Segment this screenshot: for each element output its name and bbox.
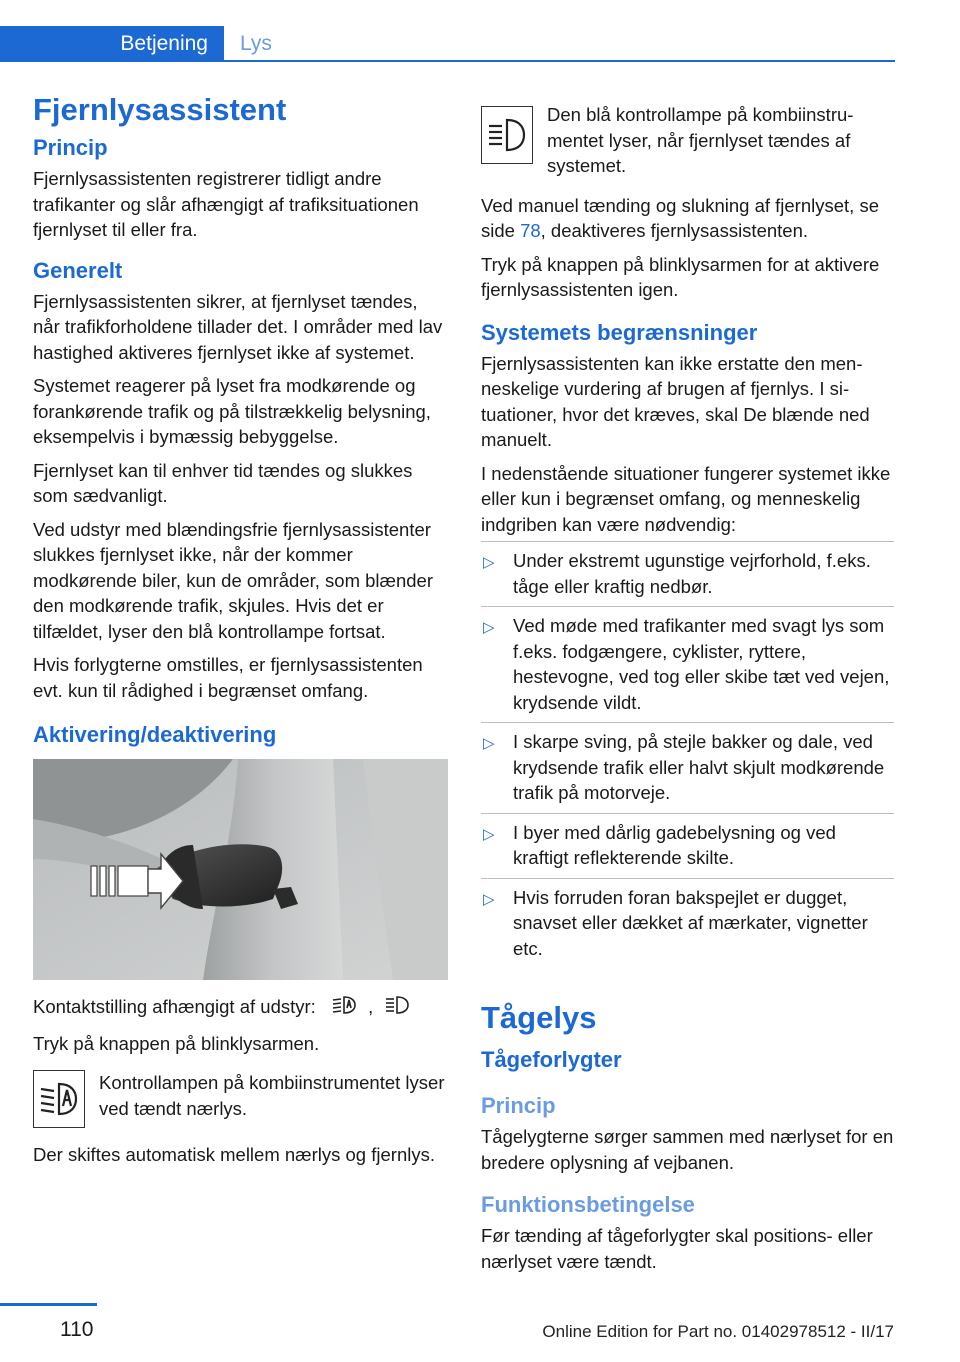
high-beam-assistant-indicator-icon [481,106,533,164]
fog-lamps-subtitle: Tågeforlygter [481,1047,622,1072]
fog-principle-text: Tågelygterne sørger sammen med nærlyset for en bredere oplysning af vejbanen. [481,1126,894,1173]
auto-switch-text: Der skiftes automatisk mellem nærlys og fjernlys. [33,1144,435,1165]
bullet-triangle-icon: ▷ [483,735,495,752]
section-title: Fjernlysassistent [33,92,287,127]
fog-condition-heading: Funktionsbetingelse [481,1192,695,1217]
turn-signal-stalk-illustration [33,759,448,980]
limits-text: Fjernlysassistenten kan ikke erstatte den menneskelige vurdering af brugen af fjernlys. I situationer, hvor det kræves, skal De blænde ned manuelt. [481,352,870,450]
general-heading: Generelt [33,257,123,283]
tab-lys[interactable]: Lys [240,32,272,55]
low-beam-indicator-text: Kontrollampen på kombiinstrumentet lyser ved tændt nærlys. [99,1072,445,1119]
activation-heading: Aktivering/deaktivering [33,722,277,747]
high-beam-assistant-icon [384,994,410,1023]
high-beam-indicator-row [481,106,894,179]
left-column [33,90,448,1176]
tab-betjening[interactable]: Betjening [0,26,224,62]
general-paragraph: Fjernlysassistenten sikrer, at fjernlyset tændes, når trafikforholdene tillader det. I områder med lav hastighed aktiveres fjernlyset ikke af systemet. [33,290,443,363]
low-beam-auto-icon [33,1070,85,1128]
limits-heading: Systemets begrænsninger [481,319,758,345]
principle-text: Fjernlysassistenten registrerer tidligt andre trafikanter og slår afhængigt af trafiksituationen fjernlyset til eller fra. [33,168,419,240]
list-item-text: I byer med dårlig gadebelysning og ved kraftigt reflekterende skilte. [513,821,836,868]
principle-heading: Princip [33,135,108,160]
general-paragraph: Systemet reagerer på lyset fra modkørende og forankørende trafik og på tilstrækkelig belysning, eksempelvis i bymæssig bebyggelse. [33,375,431,447]
manual-text-end: , deaktiveres fjernlysassistenten. [540,220,809,241]
header-rule [224,60,895,62]
list-item [481,606,894,722]
limitations-list [481,541,894,968]
right-column [481,106,894,1282]
footer-rule [0,1303,97,1306]
general-paragraph: Hvis forlygterne omstilles, er fjernlysassistenten evt. kun til rådighed i begrænset omfang. [33,654,423,701]
contact-position-text [33,994,448,1023]
list-item-text: Under ekstremt ugunstige vejrforhold, f.eks. tåge eller kraftig nedbør. [513,550,871,597]
fog-principle-heading: Princip [481,1093,556,1118]
page-number: 110 [60,1318,94,1341]
bullet-triangle-icon: ▷ [483,619,495,636]
contact-text: Kontaktstilling afhængigt af udstyr: [33,996,316,1018]
high-beam-indicator-text: Den blå kontrollampe på kombiinstrumentet lyser, når fjernlyset tændes af systemet. [547,104,854,176]
chapter-tabs [0,26,895,62]
list-item [481,722,894,813]
list-item-text: I skarpe sving, på stejle bakker og dale, ved krydsende trafik eller halvt skjult modkørende trafik på motorveje. [513,731,885,803]
bullet-triangle-icon: ▷ [483,890,495,908]
general-paragraph: Ved udstyr med blændingsfrie fjernlysassistenter slukkes fjernlyset ikke, når der kommer modkørende biler, kun de områder, som blænder den modkørende trafik, skjules. Hvis det er tilfældet, lyser den blå kontrollampe fortsat. [33,518,434,642]
list-item-text: Ved møde med trafikanter med svagt lys som f.eks. fodgængere, cyklister, ryttere, hestevogne, ved tog eller skibe tæt ved vejen, krydsende vildt. [513,615,890,713]
list-item [481,541,894,606]
list-item-text: Hvis forruden foran bakspejlet er dugget, snavset eller dækket af mærkater, vignetter etc. [513,886,868,959]
contact-separator: , [368,996,374,1018]
fog-lights-title: Tågelys [481,1000,597,1035]
low-beam-indicator-row [33,1070,448,1128]
page-reference-link[interactable]: 78 [520,220,541,241]
list-item [481,813,894,878]
list-item [481,878,894,969]
bullet-triangle-icon: ▷ [483,825,495,843]
bullet-triangle-icon: ▷ [483,554,495,571]
fog-condition-text: Før tænding af tågeforlygter skal positions- eller nærlyset være tændt. [481,1225,873,1272]
general-paragraph: Fjernlyset kan til enhver tid tændes og slukkes som sædvanligt. [33,459,413,506]
reactivate-text: Tryk på knappen på blinklysarmen for at aktivere fjernlysassistenten igen. [481,253,880,300]
manual-operation-text [481,193,894,244]
press-button-text: Tryk på knappen på blinklysarmen. [33,1032,320,1054]
limits-text: I nedenstående situationer fungerer systemet ikke eller kun i begrænset omfang, og menneskelig indgriben kan være nødvendig: [481,462,891,535]
auto-high-beam-icon [331,994,357,1023]
edition-info: Online Edition for Part no. 01402978512 - II/17 [542,1322,894,1341]
manual-text: Ved manuel tænding og slukning af fjernlyset, se side [481,194,879,241]
